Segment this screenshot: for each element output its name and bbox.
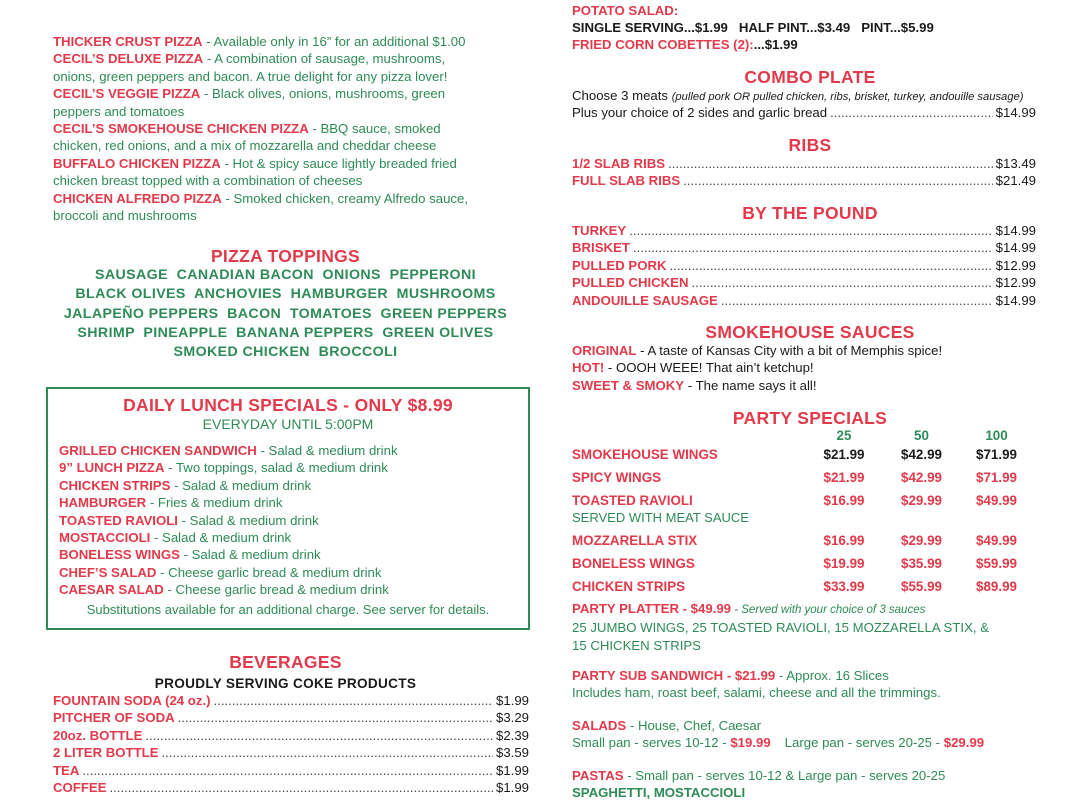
topping-row: SMOKED CHICKEN BROCCOLI (173, 344, 398, 361)
beverage-item-price: $1.99 (495, 780, 529, 796)
party-price: $21.99 (823, 470, 865, 485)
ribs-item-price: $21.49 (995, 173, 1036, 189)
party-row (572, 532, 1038, 549)
potato-salad-title: POTATO SALAD: (572, 3, 679, 18)
dot-leader (145, 727, 493, 744)
pizza-item (53, 120, 523, 137)
beverage-item-name: 20oz. BOTTLE (53, 727, 143, 743)
lunch-list (59, 442, 519, 599)
pizza-desc: - Black olives, onions, mushrooms, green (200, 86, 446, 102)
lunch-item-desc: - Cheese garlic bread & medium drink (163, 582, 389, 598)
beverage-item-name: PITCHER OF SODA (53, 710, 175, 726)
pound-item-name: ANDOUILLE SAUSAGE (572, 292, 718, 308)
pound-item-price: $12.99 (995, 257, 1036, 273)
party-col-spacer (572, 428, 804, 443)
combo-title: COMBO PLATE (744, 67, 876, 87)
party-price: $55.99 (901, 579, 942, 594)
beverage-item (53, 744, 529, 761)
lunch-item-name: CAESAR SALAD (59, 582, 164, 598)
sauce-name: HOT! (572, 360, 605, 376)
party-price: $29.99 (901, 493, 942, 508)
dot-leader (629, 222, 992, 239)
pizza-desc: - Hot & spicy sauce lightly breaded fried (220, 155, 457, 171)
pizza-name: CECIL’S SMOKEHOUSE CHICKEN PIZZA (53, 121, 309, 137)
party-row-name: TOASTED RAVIOLI (572, 493, 693, 508)
lunch-item-desc: - Two toppings, salad & medium drink (164, 460, 388, 476)
lunch-item-name: 9” LUNCH PIZZA (59, 460, 165, 476)
lunch-item (59, 494, 519, 511)
dot-leader (692, 274, 993, 291)
sauce-desc: - A taste of Kansas City with a bit of Memphis spice! (636, 343, 943, 358)
pound-item (572, 257, 1036, 274)
party-col-header: 25 (836, 428, 852, 443)
pizza-desc: - Available only in 16” for an additional $1.00 (202, 34, 466, 49)
party-row-name: SPICY WINGS (572, 470, 662, 485)
pastas-desc: - Small pan - serves 10-12 & Large pan - serves 20-25 (623, 768, 946, 783)
dot-leader (214, 692, 493, 709)
party-pastas (572, 767, 1042, 802)
sauce-desc: - OOOH WEEE! That ain’t ketchup! (604, 360, 814, 376)
corn-cobettes (572, 36, 798, 53)
party-sub (572, 667, 1042, 702)
lunch-footer: Substitutions available for an additional charge. See server for details. (86, 602, 490, 617)
lunch-item (59, 512, 519, 529)
beverage-item-name: COFFEE (53, 780, 107, 796)
party-row-sub: SERVED WITH MEAT SAUCE (572, 510, 749, 525)
combo-line2 (572, 104, 1036, 121)
platter-line1: 25 JUMBO WINGS, 25 TOASTED RAVIOLI, 15 MOZZARELLA STIX, & (572, 620, 989, 636)
pound-item-name: TURKEY (572, 223, 627, 238)
pizza-item (53, 50, 523, 67)
topping-row: SHRIMP PINEAPPLE BANANA PEPPERS GREEN OLIVES (77, 324, 494, 341)
beverage-item (53, 779, 529, 796)
dot-leader (633, 239, 993, 256)
lunch-item-desc: - Salad & medium drink (177, 512, 319, 528)
party-row (572, 578, 1038, 595)
sauces-list (572, 342, 1042, 394)
party-row-name-cell (572, 446, 804, 463)
dot-leader (109, 779, 493, 796)
dot-leader (82, 762, 493, 779)
combo-price: $14.99 (995, 105, 1036, 120)
lunch-item-desc: - Cheese garlic bread & medium drink (156, 564, 382, 580)
combo-line1-text: Choose 3 meats (572, 88, 672, 103)
combo-line1-note: (pulled pork OR pulled chicken, ribs, brisket, turkey, andouille sausage) (671, 91, 1024, 103)
lunch-item (59, 564, 519, 581)
pizza-item (53, 155, 523, 172)
party-columns (572, 428, 1038, 443)
beverage-item-price: $3.59 (495, 745, 529, 761)
party-row-name-cell (572, 532, 804, 549)
party-row-name-cell (572, 492, 804, 526)
party-row (572, 555, 1038, 572)
sauce-name: ORIGINAL (572, 343, 637, 358)
party-price: $49.99 (976, 493, 1017, 508)
pizza-name: THICKER CRUST PIZZA (53, 34, 203, 49)
beverage-item-price: $2.39 (495, 727, 529, 743)
beverage-item (53, 727, 529, 744)
beverage-item-name: 2 LITER BOTTLE (53, 745, 159, 761)
pound-item (572, 292, 1036, 309)
sauce-name: SWEET & SMOKY (572, 377, 685, 393)
pound-item (572, 274, 1036, 291)
sub-name: PARTY SUB SANDWICH - $21.99 (572, 668, 776, 683)
ribs-item-name: 1/2 SLAB RIBS (572, 156, 666, 171)
sub-desc: - Approx. 16 Slices (775, 668, 889, 683)
party-price: $71.99 (976, 447, 1017, 462)
topping-row: BLACK OLIVES ANCHOVIES HAMBURGER MUSHROOMS (75, 286, 496, 303)
pound-item-price: $14.99 (995, 240, 1036, 256)
beverage-item-name: TEA (53, 762, 80, 778)
pastas-name: PASTAS (572, 768, 624, 783)
pizza-desc: - Smoked chicken, creamy Alfredo sauce, (221, 190, 469, 206)
beverage-item-price: $1.99 (495, 762, 529, 778)
pound-item (572, 239, 1036, 256)
party-price: $35.99 (901, 556, 942, 571)
pizza-desc: - A combination of sausage, mushrooms, (203, 51, 446, 67)
pizza-desc-cont: chicken, red onions, and a mix of mozzarella and cheddar cheese (53, 138, 437, 154)
dot-leader (162, 744, 493, 761)
salads-large-price: $29.99 (943, 735, 985, 751)
beverage-item (53, 692, 529, 709)
ribs-item-price: $13.49 (995, 156, 1036, 171)
lunch-item-desc: - Salad & medium drink (150, 530, 292, 546)
lunch-item-name: MOSTACCIOLI (59, 530, 151, 546)
ribs-title: RIBS (788, 135, 832, 155)
platter-note: - Served with your choice of 3 sauces (731, 604, 926, 616)
platter-name: PARTY PLATTER - $49.99 (572, 601, 732, 616)
pastas-line2: SPAGHETTI, MOSTACCIOLI (572, 785, 746, 801)
party-price: $42.99 (901, 447, 942, 462)
salads-name: SALADS (572, 718, 627, 733)
dot-leader (830, 104, 993, 121)
pound-item (572, 222, 1036, 239)
platter-line2: 15 CHICKEN STRIPS (572, 637, 701, 653)
combo-line2-text: Plus your choice of 2 sides and garlic bread (572, 105, 828, 120)
party-salads (572, 717, 1042, 752)
lunch-item-desc: - Salad & medium drink (256, 443, 398, 458)
party-price: $89.99 (976, 579, 1017, 594)
beverage-item-price: $1.99 (495, 693, 529, 708)
pizza-desc-cont: onions, green peppers and bacon. A true delight for any pizza lover! (53, 68, 448, 84)
topping-row: JALAPEÑO PEPPERS BACON TOMATOES GREEN PEPPERS (63, 305, 508, 322)
lunch-item-name: GRILLED CHICKEN SANDWICH (59, 443, 257, 458)
party-price: $29.99 (901, 533, 942, 548)
pizza-name: CECIL’S DELUXE PIZZA (53, 51, 204, 67)
toppings-grid (53, 266, 518, 362)
lunch-item-name: CHEF’S SALAD (59, 564, 157, 580)
lunch-item (59, 529, 519, 546)
lunch-item (59, 459, 519, 476)
salads-desc: - House, Chef, Caesar (626, 718, 762, 733)
pizza-item (53, 85, 523, 102)
pizza-item (53, 190, 523, 207)
ribs-item-name: FULL SLAB RIBS (572, 173, 681, 189)
beverages-subtitle: PROUDLY SERVING COKE PRODUCTS (154, 676, 417, 691)
pizza-desc-cont: peppers and tomatoes (53, 103, 185, 119)
lunch-title: DAILY LUNCH SPECIALS - ONLY $8.99 (123, 395, 453, 415)
party-row (572, 469, 1038, 486)
sauces-title: SMOKEHOUSE SAUCES (705, 322, 915, 342)
party-price: $16.99 (823, 533, 865, 548)
beverage-item-name: FOUNTAIN SODA (24 oz.) (53, 693, 211, 708)
party-price: $33.99 (823, 579, 865, 594)
party-row-name: MOZZARELLA STIX (572, 533, 698, 548)
pound-list (572, 222, 1036, 309)
pound-item-name: BRISKET (572, 240, 630, 256)
party-row-name-cell (572, 469, 804, 486)
lunch-item (59, 581, 519, 598)
salads-large: Large pan - serves 20-25 - (784, 735, 944, 751)
party-row (572, 492, 1038, 526)
sauce-item (572, 359, 1042, 376)
beverage-item (53, 762, 529, 779)
lunch-item-name: TOASTED RAVIOLI (59, 512, 178, 528)
sauce-item (572, 342, 1042, 359)
sauce-desc: - The name says it all! (684, 377, 817, 393)
beverages-title: BEVERAGES (229, 652, 342, 672)
pizza-desc-cont: broccoli and mushrooms (53, 208, 197, 224)
party-title: PARTY SPECIALS (732, 408, 888, 428)
party-row-name: BONELESS WINGS (572, 556, 695, 571)
party-price: $59.99 (976, 556, 1017, 571)
dot-leader (178, 709, 493, 726)
beverage-item (53, 709, 529, 726)
lunch-subtitle: EVERYDAY UNTIL 5:00PM (202, 416, 374, 432)
party-row-name: CHICKEN STRIPS (572, 579, 686, 594)
beverage-list (53, 692, 529, 796)
pizza-desc-cont: chicken breast topped with a combination of cheeses (53, 173, 363, 189)
pizza-list (53, 33, 523, 224)
party-row-name-cell (572, 578, 804, 595)
ribs-item (572, 155, 1036, 172)
party-price: $16.99 (823, 493, 865, 508)
salads-small: Small pan - serves 10-12 - (572, 735, 731, 751)
pound-title: BY THE POUND (742, 203, 878, 223)
potato-salad-prices: SINGLE SERVING...$1.99 HALF PINT...$3.49 PINT...$5.99 (572, 20, 934, 35)
ribs-list (572, 155, 1036, 190)
corn-cobettes-price: ...$1.99 (753, 37, 798, 52)
lunch-item-desc: - Salad & medium drink (179, 547, 321, 563)
lunch-item-name: CHICKEN STRIPS (59, 477, 171, 493)
pound-item-price: $12.99 (995, 275, 1036, 291)
party-platter (572, 600, 1042, 654)
pizza-name: BUFFALO CHICKEN PIZZA (53, 155, 221, 171)
party-row-name-cell (572, 555, 804, 572)
party-price: $21.99 (823, 447, 865, 462)
pound-item-price: $14.99 (995, 292, 1036, 308)
dot-leader (668, 155, 993, 172)
lunch-item-desc: - Fries & medium drink (146, 495, 283, 511)
pound-item-name: PULLED CHICKEN (572, 275, 689, 291)
party-price: $19.99 (823, 556, 865, 571)
lunch-item-name: HAMBURGER (59, 495, 147, 511)
toppings-title: PIZZA TOPPINGS (210, 246, 361, 266)
party-row (572, 446, 1038, 463)
corn-cobettes-name: FRIED CORN COBETTES (2): (572, 37, 754, 52)
dot-leader (670, 257, 993, 274)
party-price: $42.99 (901, 470, 942, 485)
beverage-item-price: $3.29 (495, 710, 529, 726)
lunch-item (59, 477, 519, 494)
ribs-item (572, 172, 1036, 189)
lunch-item (59, 442, 519, 459)
dot-leader (721, 292, 993, 309)
lunch-item-desc: - Salad & medium drink (170, 477, 312, 493)
pound-item-name: PULLED PORK (572, 257, 667, 273)
dot-leader (683, 172, 992, 189)
pizza-name: CHICKEN ALFREDO PIZZA (53, 190, 222, 206)
sub-line2: Includes ham, roast beef, salami, cheese and all the trimmings. (572, 685, 941, 701)
sauce-item (572, 377, 1042, 394)
pizza-desc: - BBQ sauce, smoked (308, 121, 441, 137)
pound-item-price: $14.99 (995, 223, 1036, 238)
lunch-item-name: BONELESS WINGS (59, 547, 180, 563)
party-row-name: SMOKEHOUSE WINGS (572, 447, 718, 462)
pizza-item (53, 33, 523, 50)
lunch-specials-box (46, 387, 530, 630)
salads-small-price: $19.99 (730, 735, 771, 751)
party-rows (572, 446, 1038, 601)
party-col-header: 100 (985, 428, 1008, 443)
party-price: $71.99 (976, 470, 1017, 485)
topping-row: SAUSAGE CANADIAN BACON ONIONS PEPPERONI (95, 267, 476, 283)
pizza-name: CECIL’S VEGGIE PIZZA (53, 86, 201, 102)
lunch-item (59, 546, 519, 563)
party-col-header: 50 (914, 428, 929, 443)
party-price: $49.99 (976, 533, 1017, 548)
